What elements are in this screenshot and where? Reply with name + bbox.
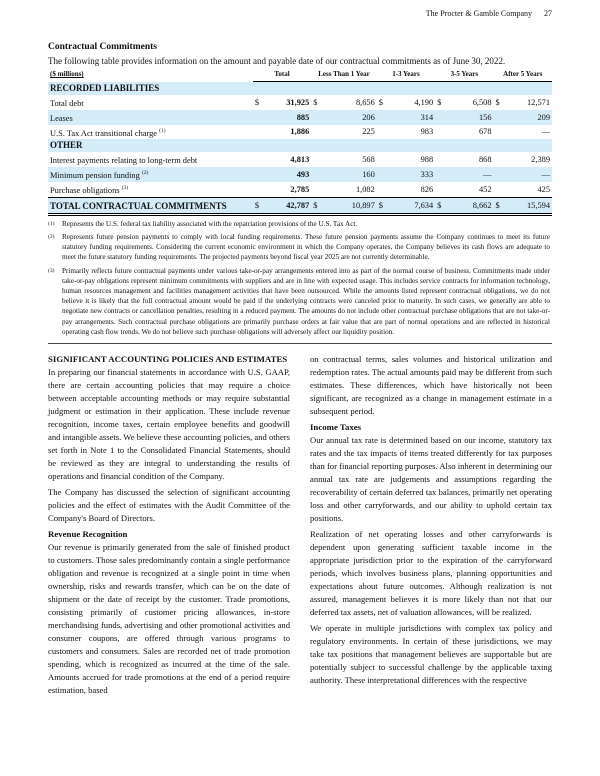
paragraph: Our annual tax rate is determined based on our income, statutory tax rates and the tax impacts of items treated differently for tax purposes than for financial reporting purposes. Also inherent in determining our annual tax rate are judgements and assumptions regarding the recoverability of certain deferred tax balances, primarily net operating loss and other carryforwards, and our ability to uphold certain tax positions.	[310, 435, 552, 523]
table-cell: 206	[362, 112, 375, 122]
row-label: Purchase obligations $^{(3)}$	[50, 184, 129, 195]
group-row	[48, 82, 552, 96]
paragraph: In preparing our financial statements in accordance with U.S. GAAP, there are certain accounting policies that may require a choice between acceptable accounting methods or may require substantial judgment or estimation in their application. These include revenue recognition, income taxes, certain employee benefits and goodwill and intangible assets. We believe these accounting policies, and others set forth in Note 1 to the Consolidated Financial Statements, should be reviewed as they are integral to understanding the results of operations and financial condition of the Company.	[48, 367, 290, 481]
row-label: Interest payments relating to long-term debt	[50, 156, 198, 166]
revenue-recognition-heading: Revenue Recognition	[48, 529, 128, 539]
table-cell: 209	[537, 112, 550, 122]
table-row	[48, 182, 552, 197]
page-number: 27	[544, 9, 552, 18]
paragraph: We operate in multiple jurisdictions with complex tax policy and regulatory environments. In certain of these jurisdictions, we may take tax positions that management believes are supportable but are potentially subject to successful challenge by the applicable taxing authority. These interpretational differences with the respective	[310, 623, 552, 685]
footnotes	[48, 219, 552, 337]
row-label: TOTAL CONTRACTUAL COMMITMENTS	[48, 197, 253, 214]
currency-symbol: $	[495, 97, 500, 107]
currency-symbol: $	[437, 97, 442, 107]
table-cell: 2,785	[290, 184, 310, 194]
col-header: 3-5 Years	[435, 68, 493, 82]
footnote-marker: (3)	[48, 267, 55, 274]
paragraph: Our revenue is primarily generated from the sale of finished product to customers. Those sales predominantly contain a single performance obligation and revenue is recognized at a single point in time when ownership, risks and rewards transfer, which can be on the date of shipment or the date of receipt by the customer. Trade promotions, consisting primarily of customer pricing allowances, in-store merchandising funds, advertising and other promotional activities and consumer coupons, are offered through various programs to customers and consumers. Sales are recorded net of trade promotion spending, which is recognized as incurred at the time of the sale. Amounts accrued for trade promotions at the end of a period require estimation, based	[48, 542, 290, 695]
col-header: Total	[253, 68, 311, 82]
running-header	[416, 9, 552, 18]
footnote-text: Represents future pension payments to comply with local funding requirements. These future pension payments assume the Company continues to meet its future statutory funding requirements. Considering the current economic environment in which the Company operates, the Company believes its cash flows are adequate to meet the future statutory funding requirements. The projected payments beyond fiscal year 2025 are not currently determinable.	[62, 232, 550, 262]
table-cell: 425	[537, 184, 550, 194]
commitments-table	[48, 68, 552, 216]
footnote	[48, 266, 552, 337]
table-row	[48, 167, 552, 182]
table-cell: 42,787	[265, 197, 311, 214]
section-intro: The following table provides information on the amount and payable date of our contractual commitments as of June 30, 2022.	[48, 56, 506, 66]
section-divider	[48, 343, 552, 344]
contractual-commitments-section	[48, 42, 552, 337]
table-cell: 15,594	[506, 197, 552, 214]
currency-symbol: $	[494, 197, 506, 214]
table-cell: 8,662	[447, 197, 493, 214]
table-cell: —	[541, 170, 550, 180]
row-label: Minimum pension funding $^{(2)}$	[50, 170, 149, 180]
table-cell: 160	[362, 170, 375, 180]
table-cell: —	[483, 170, 492, 180]
section-title: Contractual Commitments	[48, 42, 157, 52]
table-cell: 1,886	[290, 127, 310, 137]
table-cell: 12,571	[526, 97, 550, 107]
right-column	[310, 353, 552, 690]
income-taxes-heading: Income Taxes	[310, 422, 362, 432]
table-row	[48, 110, 552, 125]
col-header: After 5 Years	[494, 68, 552, 82]
table-cell: 826	[420, 184, 434, 194]
table-cell: 225	[362, 127, 375, 137]
company-name: The Procter & Gamble Company	[425, 9, 532, 18]
paragraph: Realization of net operating losses and other carryforwards is dependent upon generating sufficient taxable income in the appropriate jurisdiction prior to the expiration of the carryforward periods, which involves business plans, planning opportunities and expectations about future outcomes. Although realization is not assured, management believes it is more likely than not that our deferred tax assets, net of valuation allowances, will be realized.	[310, 529, 552, 617]
table-cell: 568	[362, 155, 375, 165]
table-cell: 4,190	[414, 97, 434, 107]
table-cell: 885	[296, 112, 310, 122]
table-cell: 452	[478, 184, 492, 194]
table-cell: 988	[420, 155, 434, 165]
currency-symbol: $	[313, 97, 318, 107]
policies-heading: SIGNIFICANT ACCOUNTING POLICIES AND ESTIMATES	[48, 354, 288, 364]
group-label: OTHER	[50, 140, 83, 151]
col-header: 1-3 Years	[377, 68, 435, 82]
currency-symbol: $	[435, 197, 447, 214]
currency-symbol: $	[253, 197, 265, 214]
currency-symbol: $	[377, 197, 389, 214]
row-label: Total debt	[50, 98, 84, 108]
currency-symbol: $	[311, 197, 323, 214]
table-cell: 8,656	[355, 97, 375, 107]
table-cell: 2,389	[531, 155, 550, 165]
table-cell: —	[541, 127, 550, 137]
footnote-marker: (2)	[48, 233, 55, 240]
table-cell: 156	[478, 112, 492, 122]
units-header: ($ millions)	[50, 70, 84, 79]
footnote-text: Represents the U.S. federal tax liability associated with the repatriation provisions of the U.S. Tax Act.	[62, 219, 358, 228]
paragraph: The Company has discussed the selection of significant accounting policies and the effect of estimates with the Audit Committee of the Company's Board of Directors.	[48, 487, 290, 523]
table-cell: 1,082	[355, 184, 375, 194]
table-cell: 31,925	[286, 97, 310, 107]
footnote	[48, 232, 552, 263]
table-cell: 493	[296, 170, 310, 180]
row-label: U.S. Tax Act transitional charge $^{(1)}$	[50, 127, 166, 138]
col-header: Less Than 1 Year	[311, 68, 377, 82]
table-row	[48, 125, 552, 140]
footnote-text: Primarily reflects future contractual payments under various take-or-pay arrangements entered into as part of the normal course of business. Commitments made under take-or-pay obligations represent minimum commitments with suppliers and are in line with expected usage. This includes service contracts for information technology, human resources management and facilities management activities that have been outsourced. While the amounts listed represent contractual obligations, we do not believe it is likely that the full contractual amount would be paid if the underlying contracts were canceled prior to maturity. In such cases, we generally are able to negotiate new contracts or cancellation penalties, resulting in a reduced payment. The amounts do not include other contractual purchase obligations that are not take-or-pay arrangements. Such contractual purchase obligations are primarily purchase orders at fair value that are part of normal operations and are reflected in historical operating cash flow trends. We do not believe such purchase obligations will adversely affect our liquidity position.	[62, 266, 550, 336]
table-cell: 678	[478, 127, 492, 137]
footnote-marker: (1)	[48, 220, 55, 227]
table-row	[48, 95, 552, 110]
row-label: Leases	[50, 113, 73, 123]
table-cell: 7,634	[389, 197, 435, 214]
table-row	[48, 152, 552, 167]
table-cell: 983	[420, 127, 434, 137]
table-cell: 314	[420, 112, 434, 122]
footnote	[48, 219, 552, 229]
currency-symbol: $	[254, 97, 260, 107]
group-label: RECORDED LIABILITIES	[50, 83, 160, 93]
left-column	[48, 353, 290, 700]
table-row	[48, 197, 552, 214]
table-cell: 6,508	[472, 97, 492, 107]
currency-symbol: $	[378, 97, 383, 107]
table-header	[48, 68, 552, 82]
table-cell: 868	[478, 155, 492, 165]
paragraph: on contractual terms, sales volumes and historical utilization and redemption rates. The actual amounts paid may be different from such estimates. These differences, which have historically not been significant, are recognized as a change in management estimate in a subsequent period.	[310, 354, 552, 416]
table-cell: 10,897	[324, 197, 377, 214]
group-row	[48, 139, 552, 152]
table-cell: 4,813	[290, 155, 310, 165]
table-cell: 333	[420, 170, 434, 180]
